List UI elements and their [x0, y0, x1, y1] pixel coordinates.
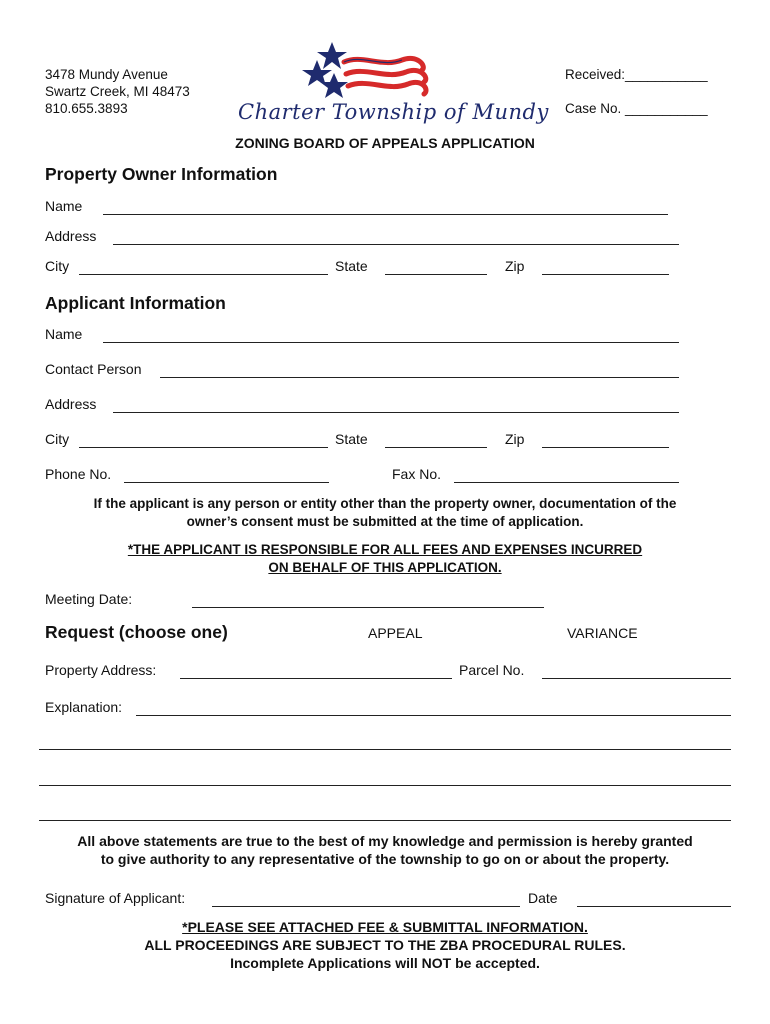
fees-notice-line-1: *THE APPLICANT IS RESPONSIBLE FOR ALL FEES AND EXPENSES INCURRED [127, 542, 643, 557]
explanation-field-line-1[interactable] [136, 715, 731, 716]
owner-state-field[interactable] [385, 274, 487, 275]
explanation-field-line-3[interactable] [39, 785, 731, 786]
statement-line-1: All above statements are true to the best of my knowledge and permission is hereby granted [77, 833, 693, 849]
explanation-field-line-2[interactable] [39, 749, 731, 750]
address-line-2: Swartz Creek, MI 48473 [45, 84, 190, 99]
footer-line-1: *PLEASE SEE ATTACHED FEE & SUBMITTAL INFORMATION. [182, 919, 588, 935]
property-address-field[interactable] [180, 678, 452, 679]
request-heading: Request (choose one) [45, 622, 228, 642]
applicant-address-field[interactable] [113, 412, 679, 413]
owner-section-heading: Property Owner Information [45, 164, 278, 184]
applicant-state-field[interactable] [385, 447, 487, 448]
appeal-option[interactable]: APPEAL [368, 625, 423, 641]
meeting-date-label: Meeting Date: [45, 591, 133, 607]
owner-zip-field[interactable] [542, 274, 669, 275]
meeting-date-field[interactable] [192, 607, 544, 608]
fax-field[interactable] [454, 482, 679, 483]
form-title: ZONING BOARD OF APPEALS APPLICATION [235, 135, 535, 151]
received-field[interactable]: Received:___________ [565, 67, 708, 82]
applicant-section-heading: Applicant Information [45, 293, 226, 313]
applicant-name-label: Name [45, 326, 83, 342]
parcel-number-label: Parcel No. [459, 662, 525, 678]
owner-name-label: Name [45, 198, 83, 214]
applicant-state-label: State [335, 431, 368, 447]
township-phone: 810.655.3893 [45, 101, 128, 116]
explanation-label: Explanation: [45, 699, 123, 715]
applicant-zip-field[interactable] [542, 447, 669, 448]
logo-text: Charter Township of Mundy [238, 100, 549, 124]
case-number-field[interactable]: Case No. ___________ [565, 101, 708, 116]
consent-notice-line-1: If the applicant is any person or entity other than the property owner, documentation of the [93, 496, 677, 511]
variance-option[interactable]: VARIANCE [567, 625, 638, 641]
owner-city-field[interactable] [79, 274, 328, 275]
owner-state-label: State [335, 258, 368, 274]
property-address-label: Property Address: [45, 662, 157, 678]
parcel-number-field[interactable] [542, 678, 731, 679]
signature-field[interactable] [212, 906, 520, 907]
applicant-name-field[interactable] [103, 342, 679, 343]
owner-name-field[interactable] [103, 214, 668, 215]
statement-line-2: to give authority to any representative of the township to go on or about the property. [100, 851, 670, 867]
consent-notice-line-2: owner’s consent must be submitted at the time of application. [186, 514, 584, 529]
phone-field[interactable] [124, 482, 329, 483]
owner-zip-label: Zip [505, 258, 525, 274]
address-line-1: 3478 Mundy Avenue [45, 67, 168, 82]
signature-label: Signature of Applicant: [45, 890, 186, 906]
applicant-zip-label: Zip [505, 431, 525, 447]
explanation-field-line-4[interactable] [39, 820, 731, 821]
township-logo [232, 40, 549, 132]
signature-date-field[interactable] [577, 906, 731, 907]
fees-notice-line-2: ON BEHALF OF THIS APPLICATION. [268, 560, 502, 575]
owner-address-field[interactable] [113, 244, 679, 245]
applicant-city-field[interactable] [79, 447, 328, 448]
footer-line-3: Incomplete Applications will NOT be accepted. [230, 955, 540, 971]
contact-person-field[interactable] [160, 377, 679, 378]
footer-line-2: ALL PROCEEDINGS ARE SUBJECT TO THE ZBA PROCEDURAL RULES. [144, 937, 626, 953]
fax-label: Fax No. [392, 466, 442, 482]
applicant-city-label: City [45, 431, 70, 447]
township-address [45, 66, 190, 117]
owner-city-label: City [45, 258, 70, 274]
phone-label: Phone No. [45, 466, 112, 482]
contact-person-label: Contact Person [45, 361, 142, 377]
applicant-address-label: Address [45, 396, 97, 412]
owner-address-label: Address [45, 228, 97, 244]
signature-date-label: Date [528, 890, 558, 906]
